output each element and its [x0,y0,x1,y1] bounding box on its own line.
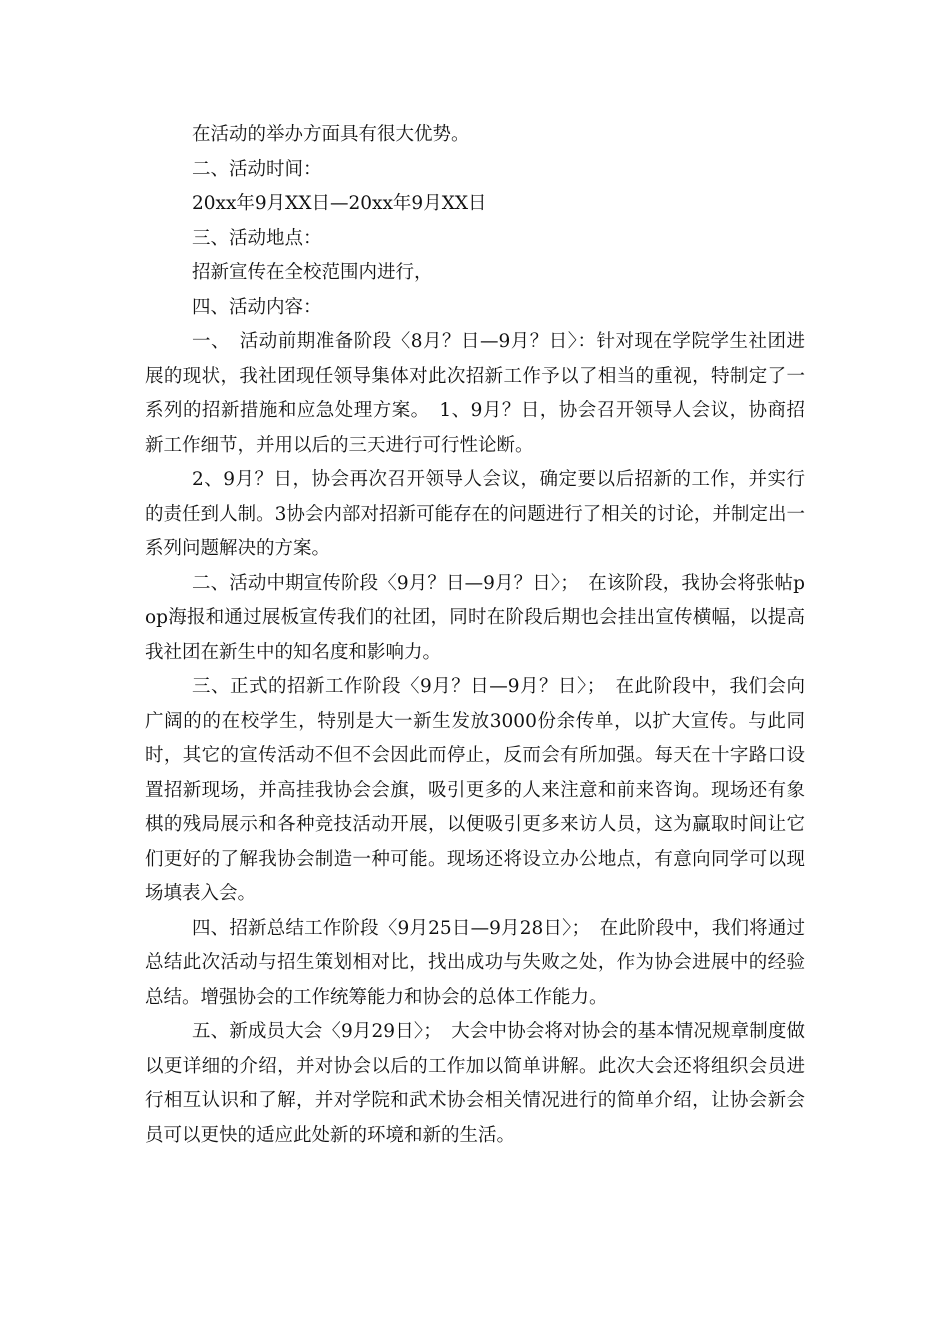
heading-activity-location: 三、活动地点： [192,227,322,249]
paragraph-activity-time: 20xx年9月XX日—20xx年9月XX日 [192,193,487,214]
paragraph-stage-preparation: 一、 活动前期准备阶段〈8月？日—9月？日〉：针对现在学院学生社团进展的现状，我社团现任领导集体对此次招新工作予以了相当的重视，特制定了一系列的招新措施和应急处理方案。 1、9月？日，协会召开领导人会议，协商招新工作细节，并用以后的三天进行可行性论断。 [145,331,805,456]
paragraph-stage-promotion: 二、活动中期宣传阶段〈9月？日—9月？日〉； 在该阶段，我协会将张帖pop海报和通过展板宣传我们的社团，同时在阶段后期也会挂出宣传横幅，以提高我社团在新生中的知名度和影响力。 [145,572,805,663]
heading-activity-time: 二、活动时间： [192,158,322,180]
paragraph-stage-summary: 四、招新总结工作阶段〈9月25日—9月28日〉； 在此阶段中，我们将通过总结此次活动与招生策划相对比，找出成功与失败之处，作为协会进展中的经验总结。增强协会的工作统筹能力和协会的总体工作能力。 [145,917,805,1008]
paragraph-leader-meeting: 2、9月？日，协会再次召开领导人会议，确定要以后招新的工作，并实行的责任到人制。3协会内部对招新可能存在的问题进行了相关的讨论，并制定出一系列问题解决的方案。 [145,469,805,559]
paragraph-advantage: 在活动的举办方面具有很大优势。 [192,124,470,145]
paragraph-new-member-meeting: 五、新成员大会〈9月29日〉； 大会中协会将对协会的基本情况规章制度做以更详细的介绍，并对协会以后的工作加以简单讲解。此次大会还将组织会员进行相互认识和了解，并对学院和武术协会相关情况进行的简单介绍，让协会新会员可以更快的适应此处新的环境和新的生活。 [145,1021,805,1146]
heading-activity-content: 四、活动内容： [192,296,322,318]
paragraph-stage-recruitment: 三、正式的招新工作阶段〈9月？日—9月？日〉； 在此阶段中，我们会向广阔的的在校学生，特别是大一新生发放3000份余传单，以扩大宣传。与此同时，其它的宣传活动不但不会因此而停止，反而会有所加强。每天在十字路口设置招新现场，并高挂我协会会旗，吸引更多的人来注意和前来咨询。现场还有象棋的残局展示和各种竞技活动开展，以便吸引更多来访人员，这为赢取时间让它们更好的了解我协会制造一种可能。现场还将设立办公地点，有意向同学可以现场填表入会。 [145,676,805,904]
paragraph-activity-location: 招新宣传在全校范围内进行， [192,262,433,283]
document-body [145,118,805,1153]
